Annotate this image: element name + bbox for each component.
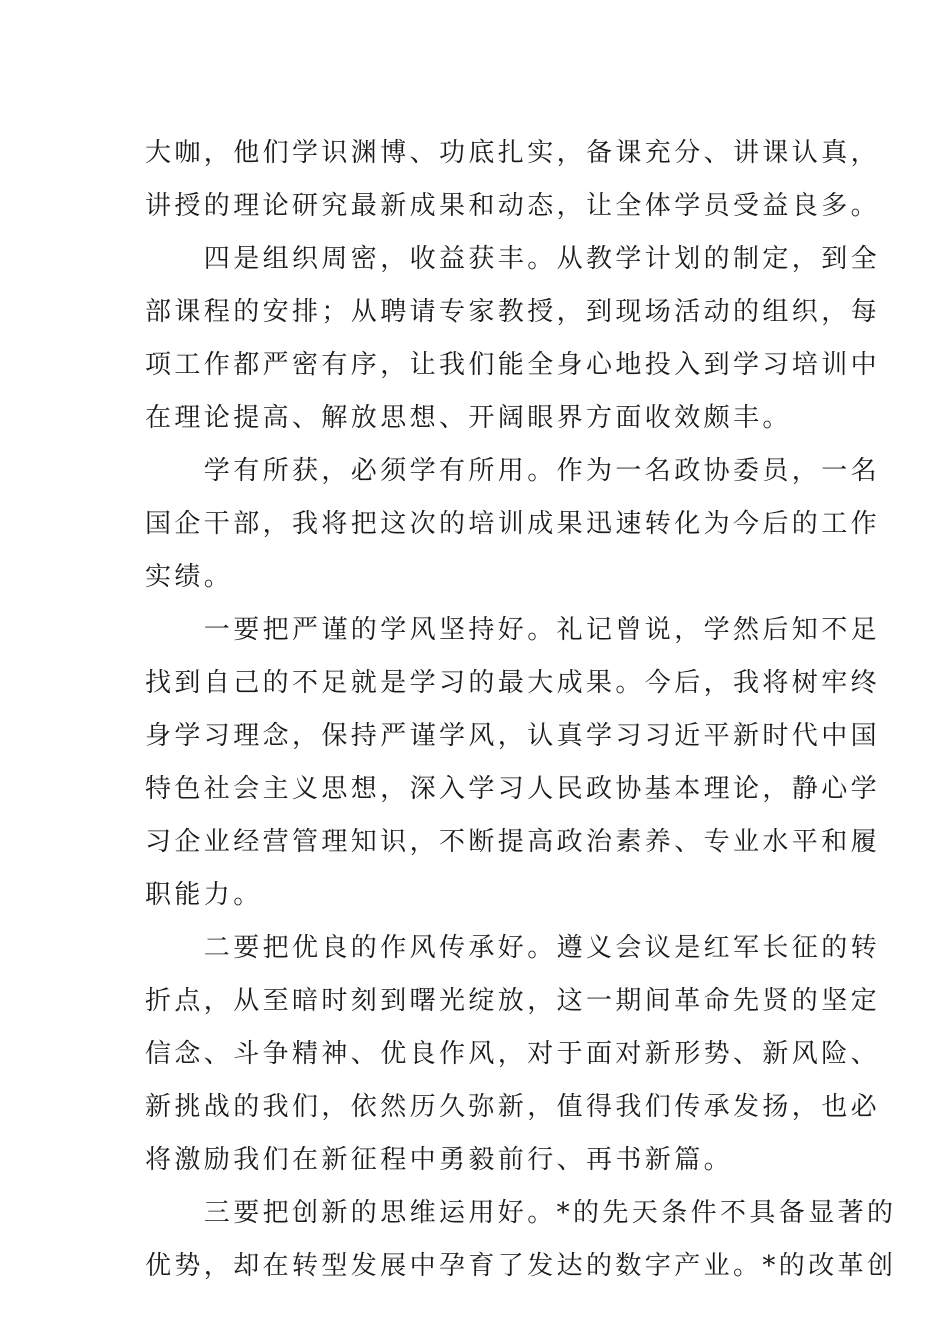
text-line: 部课程的安排；从聘请专家教授，到现场活动的组织，每 (145, 297, 881, 327)
text-line: 三要把创新的思维运用好。*的先天条件不具备显著的 (145, 1198, 897, 1228)
text-line: 新挑战的我们，依然历久弥新，值得我们传承发扬，也必 (145, 1092, 881, 1122)
text-line: 项工作都严密有序，让我们能全身心地投入到学习培训中 (145, 350, 881, 380)
document-body (145, 127, 897, 1293)
text-line: 特色社会主义思想，深入学习人民政协基本理论，静心学 (145, 774, 881, 804)
text-line: 将激励我们在新征程中勇毅前行、再书新篇。 (145, 1145, 734, 1175)
text-line: 大咖，他们学识渊博、功底扎实，备课充分、讲课认真， (145, 138, 881, 168)
text-line: 在理论提高、解放思想、开阔眼界方面收效颇丰。 (145, 403, 792, 433)
text-line: 国企干部，我将把这次的培训成果迅速转化为今后的工作 (145, 509, 881, 539)
text-line: 找到自己的不足就是学习的最大成果。今后，我将树牢终 (145, 668, 881, 698)
text-line: 一要把严谨的学风坚持好。礼记曾说，学然后知不足 (145, 615, 881, 645)
text-line: 二要把优良的作风传承好。遵义会议是红军长征的转 (145, 933, 881, 963)
text-line: 信念、斗争精神、优良作风，对于面对新形势、新风险、 (145, 1039, 881, 1069)
text-line: 学有所获，必须学有所用。作为一名政协委员，一名 (145, 456, 881, 486)
text-line: 优势，却在转型发展中孕育了发达的数字产业。*的改革创 (145, 1251, 897, 1281)
text-line: 讲授的理论研究最新成果和动态，让全体学员受益良多。 (145, 191, 881, 221)
text-line: 习企业经营管理知识，不断提高政治素养、专业水平和履 (145, 827, 881, 857)
text-line: 身学习理念，保持严谨学风，认真学习习近平新时代中国 (145, 721, 881, 751)
text-line: 实绩。 (145, 562, 234, 592)
text-line: 折点，从至暗时刻到曙光绽放，这一期间革命先贤的坚定 (145, 986, 881, 1016)
text-line: 职能力。 (145, 880, 263, 910)
text-line: 四是组织周密，收益获丰。从教学计划的制定，到全 (145, 244, 881, 274)
